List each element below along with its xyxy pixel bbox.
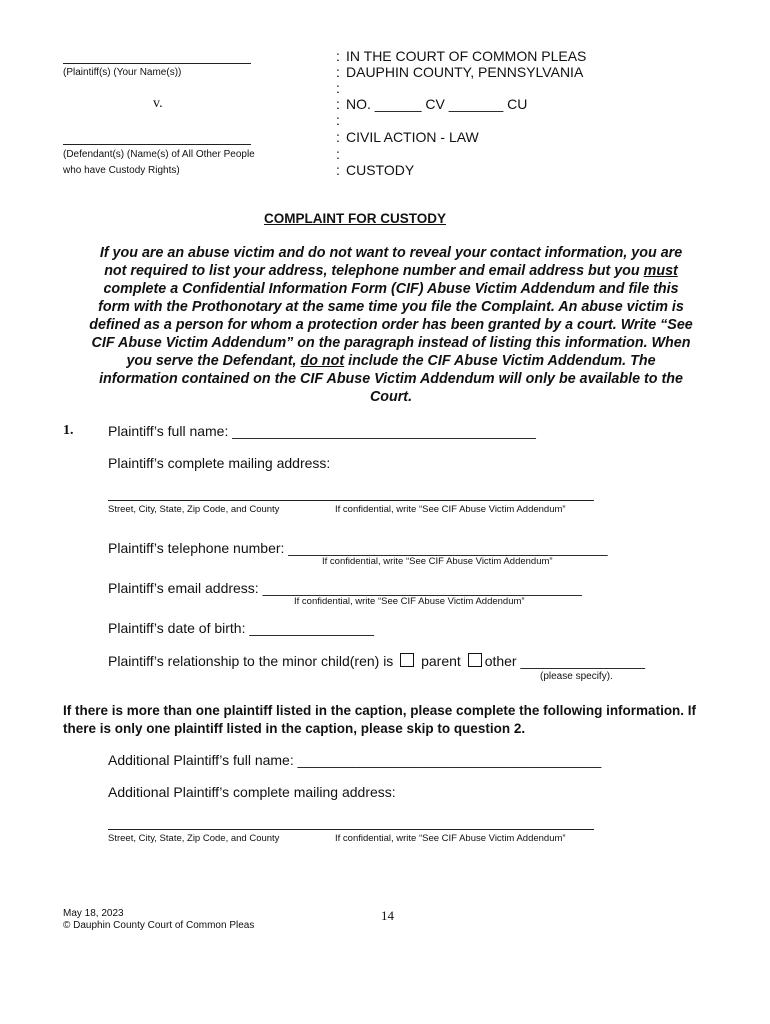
notice-must: must (643, 263, 678, 279)
confidential-hint: If confidential, write “See CIF Abuse Victim Addendum” (335, 504, 566, 515)
defendant-label-2: who have Custody Rights) (63, 165, 180, 176)
question-number: 1. (63, 423, 74, 438)
court-name-line-2: DAUPHIN COUNTY, PENNSYLVANIA (346, 64, 584, 80)
page-number: 14 (381, 908, 394, 923)
caption-colon: : (336, 96, 340, 112)
street-hint: Street, City, State, Zip Code, and County (108, 833, 280, 844)
notice-text-1: If you are an abuse victim and do not want to reveal your contact information, you are not required to list your address, telephone number and email address but you (99, 245, 683, 279)
plaintiff-phone-field[interactable]: Plaintiff’s telephone number: _________________________________________ (108, 540, 608, 556)
caption-colon: : (336, 80, 340, 96)
parent-checkbox[interactable] (400, 653, 414, 667)
other-label: other (484, 653, 517, 669)
parent-label: parent (421, 653, 461, 669)
court-name-line-1: IN THE COURT OF COMMON PLEAS (346, 48, 587, 64)
specify-hint: (please specify). (540, 671, 613, 682)
page-title: COMPLAINT FOR CUSTODY (264, 211, 446, 226)
other-checkbox[interactable] (468, 653, 482, 667)
caption-colon: : (336, 162, 340, 178)
relationship-label: Plaintiff’s relationship to the minor child(ren) is (108, 653, 394, 669)
plaintiff-address-line[interactable] (108, 500, 594, 501)
plaintiff-email-field[interactable]: Plaintiff’s email address: _________________________________________ (108, 580, 582, 596)
caption-colon: : (336, 48, 340, 64)
caption-colon: : (336, 129, 340, 145)
multiple-plaintiffs-note: If there is more than one plaintiff listed in the caption, please complete the following information. If there is only one plaintiff listed in the caption, please skip to question 2. (63, 703, 697, 736)
confidential-hint: If confidential, write “See CIF Abuse Victim Addendum” (322, 556, 553, 567)
caption-colon: : (336, 64, 340, 80)
defendant-name-line[interactable] (63, 144, 251, 145)
plaintiff-full-name-field[interactable]: Plaintiff’s full name: _______________________________________ (108, 423, 536, 439)
versus-label: v. (153, 96, 163, 111)
additional-plaintiff-mailing-label: Additional Plaintiff’s complete mailing address: (108, 784, 396, 800)
plaintiff-name-line[interactable] (63, 63, 251, 64)
additional-address-line[interactable] (108, 829, 594, 830)
case-number-field[interactable]: NO. ______ CV _______ CU (346, 96, 528, 112)
notice-do-not: do not (300, 353, 345, 369)
footer-court: © Dauphin County Court of Common Pleas (63, 920, 255, 931)
additional-plaintiff-name-field[interactable]: Additional Plaintiff’s full name: _______________________________________ (108, 752, 602, 768)
abuse-victim-notice (88, 244, 694, 406)
case-type: CUSTODY (346, 162, 415, 178)
defendant-label-1: (Defendant(s) (Name(s) of All Other People (63, 149, 255, 160)
street-hint: Street, City, State, Zip Code, and County (108, 504, 280, 515)
notice-text-3: include the CIF Abuse Victim Addendum. The information contained on the CIF Abuse Victim Addendum will only be available to the Court. (99, 353, 683, 405)
notice-text-2: complete a Confidential Information Form (CIF) Abuse Victim Addendum and file this form with the Prothonotary at the same time you file the Complaint. An abuse victim is defined as a person for whom a protection order has been granted by a court. Write “See CIF Abuse Victim Addendum” on the paragraph instead of listing this information. When you serve the Defendant, (89, 281, 693, 369)
confidential-hint: If confidential, write “See CIF Abuse Victim Addendum” (294, 596, 525, 607)
relationship-row (108, 653, 645, 669)
plaintiff-mailing-label: Plaintiff’s complete mailing address: (108, 455, 331, 471)
footer-date: May 18, 2023 (63, 908, 124, 919)
caption-colon: : (336, 112, 340, 128)
confidential-hint: If confidential, write “See CIF Abuse Victim Addendum” (335, 833, 566, 844)
action-type: CIVIL ACTION - LAW (346, 129, 479, 145)
other-specify-field[interactable]: ________________ (520, 653, 646, 669)
plaintiff-label: (Plaintiff(s) (Your Name(s)) (63, 67, 182, 78)
plaintiff-dob-field[interactable]: Plaintiff’s date of birth: ________________ (108, 620, 374, 636)
caption-colon: : (336, 146, 340, 162)
